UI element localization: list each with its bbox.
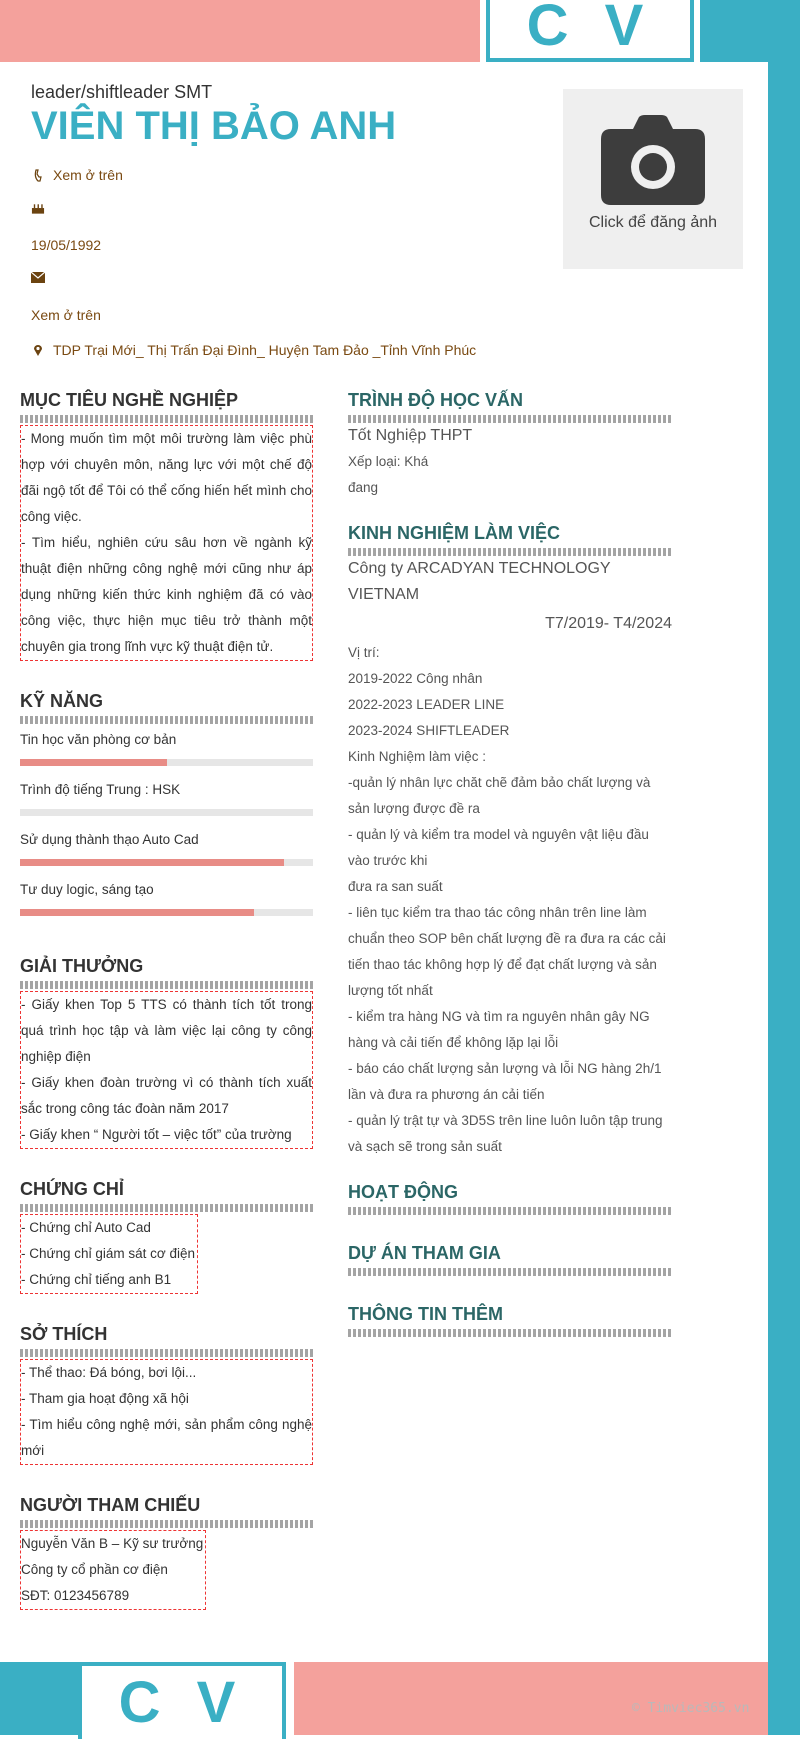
map-marker-icon [31,344,45,357]
award-line: - Giấy khen Top 5 TTS có thành tích tốt trong quá trình học tập và làm việc lại công ty công nghiệp điện [21,997,312,1064]
envelope-icon [31,272,45,283]
certificate-line: - Chứng chỉ tiếng anh B1 [21,1272,172,1287]
section-divider [348,1207,672,1215]
certificates-box[interactable] [20,1214,198,1294]
cv-logo-top [486,0,694,62]
section-divider [348,1329,672,1337]
skill-label: Tư duy logic, sáng tạo [20,882,154,897]
right-column [348,390,672,1337]
photo-upload-label: Click để đăng ảnh [588,214,718,231]
experience-line: 2022-2023 LEADER LINE [348,697,505,712]
experience-line: Kinh Nghiệm làm việc : [348,749,487,764]
experience-line: đưa ra san suất [348,879,443,894]
education-grade[interactable]: Xếp loại: Khá [348,454,429,469]
hobbies-title: SỞ THÍCH [20,1324,108,1344]
email-icon-row [31,272,53,283]
section-divider [20,981,313,989]
candidate-name[interactable]: VIÊN THỊ BẢO ANH [31,104,397,148]
section-divider [20,415,313,423]
skill-item[interactable] [20,832,313,866]
section-divider [348,548,672,556]
skill-bar-fill [20,859,284,866]
objective-line: - Mong muốn tìm một môi trường làm việc phù hợp với chuyên môn, năng lực với một chế độ đãi ngộ tốt để Tôi có thể cống hiến hết mình cho công việc. [21,431,312,524]
cv-logo-text: C V [526,0,654,58]
phone-value: Xem ở trên [53,167,123,183]
skill-label: Trình độ tiếng Trung : HSK [20,782,181,797]
birthday-icon-row [31,202,53,215]
certificates-title: CHỨNG CHỈ [20,1179,124,1199]
references-box[interactable] [20,1530,206,1610]
top-pink-band [0,0,480,62]
projects-title: DỰ ÁN THAM GIA [348,1243,501,1263]
phone-icon [31,169,45,182]
phone-row[interactable] [31,167,123,183]
skills-title: KỸ NĂNG [20,691,104,711]
hobby-line: - Tìm hiểu công nghệ mới, sản phẩm công nghệ mới [21,1417,312,1458]
avatar-upload[interactable] [563,89,743,269]
birthday-value: 19/05/1992 [31,237,102,253]
award-line: - Giấy khen “ Người tốt – việc tốt” của trường [21,1127,292,1142]
skill-item[interactable] [20,882,313,916]
section-divider [348,1268,672,1276]
hobbies-box[interactable] [20,1359,313,1465]
experience-line: - kiểm tra hàng NG và tìm ra nguyên nhân gây NG hàng và cải tiến để không lặp lại lỗi [348,1009,650,1050]
skill-bar [20,759,313,766]
camera-icon [599,115,707,207]
experience-company[interactable]: Công ty ARCADYAN TECHNOLOGY VIETNAM [348,560,611,603]
reference-line: SĐT: 0123456789 [21,1588,130,1603]
certificate-line: - Chứng chỉ giám sát cơ điện [21,1246,195,1261]
section-divider [20,1349,313,1357]
skills-list [20,732,313,916]
objective-title: MỤC TIÊU NGHỀ NGHIỆP [20,390,239,410]
experience-line: 2023-2024 SHIFTLEADER [348,723,510,738]
experience-line: - quản lý trật tự và 3D5S trên line luôn luôn tập trung và sạch sẽ trong sản suất [348,1113,663,1154]
address-value: TDP Trại Mới_ Thị Trấn Đại Đình_ Huyện Tam Đảo _Tỉnh Vĩnh Phúc [53,342,477,358]
skill-item[interactable] [20,732,313,766]
experience-line: Vị trí: [348,645,380,660]
skill-bar-fill [20,909,254,916]
skill-label: Tin học văn phòng cơ bản [20,732,177,747]
reference-line: Công ty cổ phần cơ điện [21,1562,168,1577]
section-divider [20,1204,313,1212]
skill-item[interactable] [20,782,313,816]
birthday-row[interactable] [31,237,101,253]
job-title[interactable]: leader/shiftleader SMT [31,82,213,102]
education-title: TRÌNH ĐỘ HỌC VẤN [348,390,523,410]
experience-period[interactable]: T7/2019- T4/2024 [545,615,672,632]
skill-bar [20,859,313,866]
experience-line: - liên tục kiểm tra thao tác công nhân trên line làm chuẩn theo SOP bên chất lượng đề ra đưa ra các cải tiến thao tác không hợp lý để đạt chất lượng và sản lượng tốt nhất [348,905,666,998]
award-line: - Giấy khen đoàn trường vì có thành tích xuất sắc trong công tác đoàn năm 2017 [21,1075,312,1116]
activities-title: HOẠT ĐỘNG [348,1182,458,1202]
birthday-cake-icon [31,202,45,215]
certificate-line: - Chứng chỉ Auto Cad [21,1220,151,1235]
bottom-blue-band [0,1662,80,1735]
experience-line: - báo cáo chất lượng sản lượng và lỗi NG hàng 2h/1 lần và đưa ra phương án cải tiến [348,1061,662,1102]
section-divider [20,1520,313,1528]
experience-title: KINH NGHIỆM LÀM VIỆC [348,523,561,543]
objective-line: - Tìm hiểu, nghiên cứu sâu hơn về ngành kỹ thuật điện những công nghệ mới cũng như áp dụng những kiến thức kinh nghiệm đã có vào công việc, thực hiện mục tiêu trở thành một chuyên gia trong lĩnh vực kỹ thuật điện tử. [21,535,312,654]
bottom-pink-band [294,1662,768,1735]
email-value: Xem ở trên [31,307,101,323]
cv-logo-bottom [78,1662,286,1739]
experience-details[interactable] [348,640,672,1160]
skill-bar [20,809,313,816]
email-row[interactable] [31,307,101,323]
address-row[interactable] [31,342,476,358]
objective-box[interactable] [20,425,313,661]
left-column [20,390,313,1610]
experience-line: -quản lý nhân lực chăt chẽ đảm bảo chất lượng và sản lượng được đề ra [348,775,651,816]
watermark: © Timviec365.vn [632,1701,750,1716]
skill-label: Sử dụng thành thạo Auto Cad [20,832,199,847]
skill-bar-fill [20,759,167,766]
skill-bar [20,909,313,916]
hobby-line: - Thể thao: Đá bóng, bơi lội... [21,1365,197,1380]
awards-box[interactable] [20,991,313,1149]
reference-line: Nguyễn Văn B – Kỹ sư trưởng [21,1536,204,1551]
more-info-title: THÔNG TIN THÊM [348,1304,503,1324]
section-divider [20,716,313,724]
references-title: NGƯỜI THAM CHIẾU [20,1495,201,1515]
education-school[interactable]: Tốt Nghiệp THPT [348,427,473,444]
education-status[interactable]: đang [348,480,379,495]
right-blue-border [768,0,800,1735]
experience-line: - quản lý và kiểm tra model và nguyên vật liệu đầu vào trước khi [348,827,649,868]
section-divider [348,415,672,423]
awards-title: GIẢI THƯỞNG [20,956,144,976]
cv-logo-text: C V [118,1669,246,1735]
hobby-line: - Tham gia hoạt động xã hội [21,1391,189,1406]
experience-line: 2019-2022 Công nhân [348,671,483,686]
